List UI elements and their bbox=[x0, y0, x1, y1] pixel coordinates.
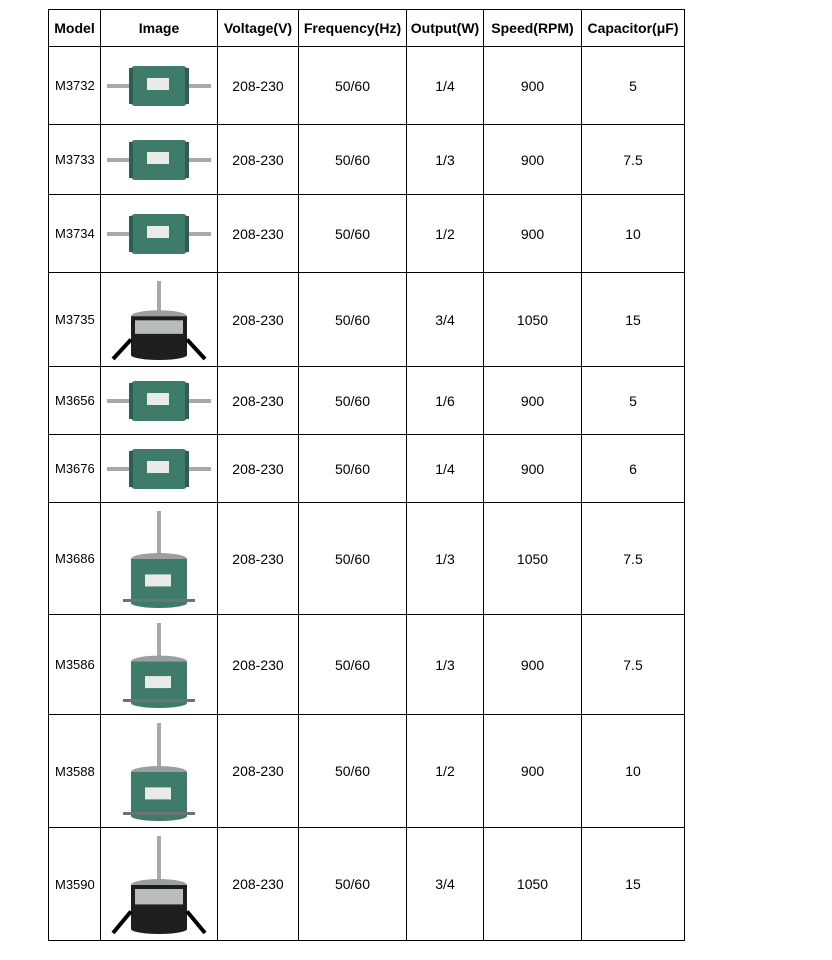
capacitor-cell: 5 bbox=[582, 47, 685, 125]
motor-vertical-black-icon bbox=[103, 277, 215, 363]
model-cell: M3676 bbox=[49, 435, 101, 503]
motor-vertical-black-icon bbox=[103, 832, 215, 937]
speed-cell: 1050 bbox=[484, 503, 582, 615]
output-cell: 1/6 bbox=[407, 367, 484, 435]
capacitor-cell: 10 bbox=[582, 195, 685, 273]
motor-horizontal-icon bbox=[103, 51, 215, 121]
table-row bbox=[49, 195, 685, 273]
output-cell: 1/3 bbox=[407, 503, 484, 615]
image-cell bbox=[101, 503, 218, 615]
output-cell: 1/2 bbox=[407, 715, 484, 828]
frequency-cell: 50/60 bbox=[299, 828, 407, 941]
speed-cell: 900 bbox=[484, 367, 582, 435]
speed-cell: 900 bbox=[484, 435, 582, 503]
frequency-cell: 50/60 bbox=[299, 125, 407, 195]
table-row bbox=[49, 125, 685, 195]
speed-cell: 900 bbox=[484, 47, 582, 125]
speed-cell: 900 bbox=[484, 615, 582, 715]
output-cell: 1/2 bbox=[407, 195, 484, 273]
image-cell bbox=[101, 367, 218, 435]
table-row bbox=[49, 367, 685, 435]
capacitor-cell: 15 bbox=[582, 273, 685, 367]
output-cell: 1/4 bbox=[407, 435, 484, 503]
voltage-cell: 208-230 bbox=[218, 715, 299, 828]
image-cell bbox=[101, 195, 218, 273]
frequency-cell: 50/60 bbox=[299, 503, 407, 615]
header-row bbox=[49, 10, 685, 47]
model-cell: M3735 bbox=[49, 273, 101, 367]
frequency-cell: 50/60 bbox=[299, 615, 407, 715]
voltage-cell: 208-230 bbox=[218, 615, 299, 715]
capacitor-cell: 15 bbox=[582, 828, 685, 941]
motor-vertical-green-icon bbox=[103, 507, 215, 611]
model-cell: M3734 bbox=[49, 195, 101, 273]
image-cell bbox=[101, 125, 218, 195]
table-row bbox=[49, 715, 685, 828]
output-cell: 1/3 bbox=[407, 125, 484, 195]
image-cell bbox=[101, 715, 218, 828]
output-cell: 1/3 bbox=[407, 615, 484, 715]
image-cell bbox=[101, 273, 218, 367]
frequency-cell: 50/60 bbox=[299, 273, 407, 367]
header-image: Image bbox=[101, 10, 218, 47]
capacitor-cell: 7.5 bbox=[582, 125, 685, 195]
voltage-cell: 208-230 bbox=[218, 47, 299, 125]
frequency-cell: 50/60 bbox=[299, 47, 407, 125]
capacitor-cell: 7.5 bbox=[582, 503, 685, 615]
voltage-cell: 208-230 bbox=[218, 195, 299, 273]
capacitor-cell: 5 bbox=[582, 367, 685, 435]
image-cell bbox=[101, 435, 218, 503]
header-voltage: Voltage(V) bbox=[218, 10, 299, 47]
voltage-cell: 208-230 bbox=[218, 273, 299, 367]
frequency-cell: 50/60 bbox=[299, 435, 407, 503]
header-speed: Speed(RPM) bbox=[484, 10, 582, 47]
motor-horizontal-icon bbox=[103, 129, 215, 191]
output-cell: 1/4 bbox=[407, 47, 484, 125]
capacitor-cell: 6 bbox=[582, 435, 685, 503]
model-cell: M3733 bbox=[49, 125, 101, 195]
frequency-cell: 50/60 bbox=[299, 195, 407, 273]
output-cell: 3/4 bbox=[407, 828, 484, 941]
table-row bbox=[49, 47, 685, 125]
model-cell: M3586 bbox=[49, 615, 101, 715]
model-cell: M3588 bbox=[49, 715, 101, 828]
capacitor-cell: 10 bbox=[582, 715, 685, 828]
header-model: Model bbox=[49, 10, 101, 47]
voltage-cell: 208-230 bbox=[218, 367, 299, 435]
voltage-cell: 208-230 bbox=[218, 125, 299, 195]
speed-cell: 900 bbox=[484, 715, 582, 828]
image-cell bbox=[101, 828, 218, 941]
speed-cell: 900 bbox=[484, 195, 582, 273]
table-row bbox=[49, 435, 685, 503]
voltage-cell: 208-230 bbox=[218, 435, 299, 503]
speed-cell: 1050 bbox=[484, 273, 582, 367]
table-row bbox=[49, 273, 685, 367]
header-capacitor: Capacitor(μF) bbox=[582, 10, 685, 47]
model-cell: M3656 bbox=[49, 367, 101, 435]
motor-horizontal-icon bbox=[103, 371, 215, 431]
speed-cell: 900 bbox=[484, 125, 582, 195]
motor-vertical-green-icon bbox=[103, 719, 215, 824]
motor-horizontal-icon bbox=[103, 439, 215, 499]
speed-cell: 1050 bbox=[484, 828, 582, 941]
table-row bbox=[49, 828, 685, 941]
table-row bbox=[49, 615, 685, 715]
output-cell: 3/4 bbox=[407, 273, 484, 367]
image-cell bbox=[101, 615, 218, 715]
table-row bbox=[49, 503, 685, 615]
header-output: Output(W) bbox=[407, 10, 484, 47]
model-cell: M3686 bbox=[49, 503, 101, 615]
frequency-cell: 50/60 bbox=[299, 715, 407, 828]
motor-vertical-green-icon bbox=[103, 619, 215, 711]
frequency-cell: 50/60 bbox=[299, 367, 407, 435]
motor-horizontal-icon bbox=[103, 199, 215, 269]
model-cell: M3590 bbox=[49, 828, 101, 941]
motor-spec-table bbox=[48, 9, 685, 941]
header-frequency: Frequency(Hz) bbox=[299, 10, 407, 47]
model-cell: M3732 bbox=[49, 47, 101, 125]
voltage-cell: 208-230 bbox=[218, 828, 299, 941]
voltage-cell: 208-230 bbox=[218, 503, 299, 615]
capacitor-cell: 7.5 bbox=[582, 615, 685, 715]
image-cell bbox=[101, 47, 218, 125]
